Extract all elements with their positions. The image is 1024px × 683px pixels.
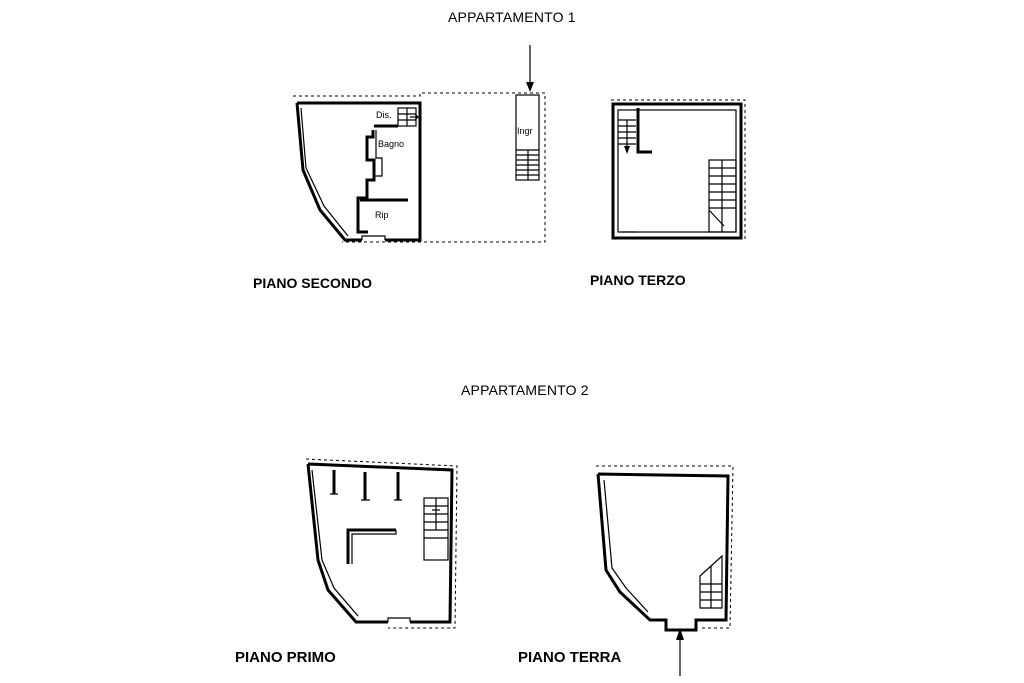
header-appartamento-2: APPARTAMENTO 2 — [461, 382, 589, 398]
plan-primo-walls — [308, 464, 452, 622]
plan-secondo-partition — [358, 130, 374, 232]
plan-piano-secondo — [293, 45, 545, 242]
plan-terzo-stair-left — [618, 120, 636, 150]
plan-piano-terra — [596, 466, 733, 676]
room-label-dis: Dis. — [376, 110, 392, 120]
label-piano-terzo: PIANO TERZO — [590, 272, 686, 288]
label-piano-primo: PIANO PRIMO — [235, 649, 336, 666]
label-piano-secondo: PIANO SECONDO — [253, 275, 373, 291]
label-piano-terra: PIANO TERRA — [518, 649, 622, 666]
plan-piano-terzo — [611, 100, 745, 240]
room-label-bagno: Bagno — [378, 139, 405, 149]
plan-primo-l-wall — [348, 530, 396, 564]
plan-terzo-stair-wall — [638, 108, 652, 152]
room-label-rip: Rip — [375, 210, 389, 220]
plan-secondo-door — [362, 236, 385, 240]
plan-secondo-stair-arrow — [410, 114, 418, 120]
plan-piano-primo — [306, 459, 457, 628]
plan-primo-partitions — [334, 470, 398, 500]
header-appartamento-1: APPARTAMENTO 1 — [448, 9, 576, 25]
plan-terra-walls — [598, 474, 728, 630]
room-label-ingr: Ingr — [517, 126, 533, 136]
